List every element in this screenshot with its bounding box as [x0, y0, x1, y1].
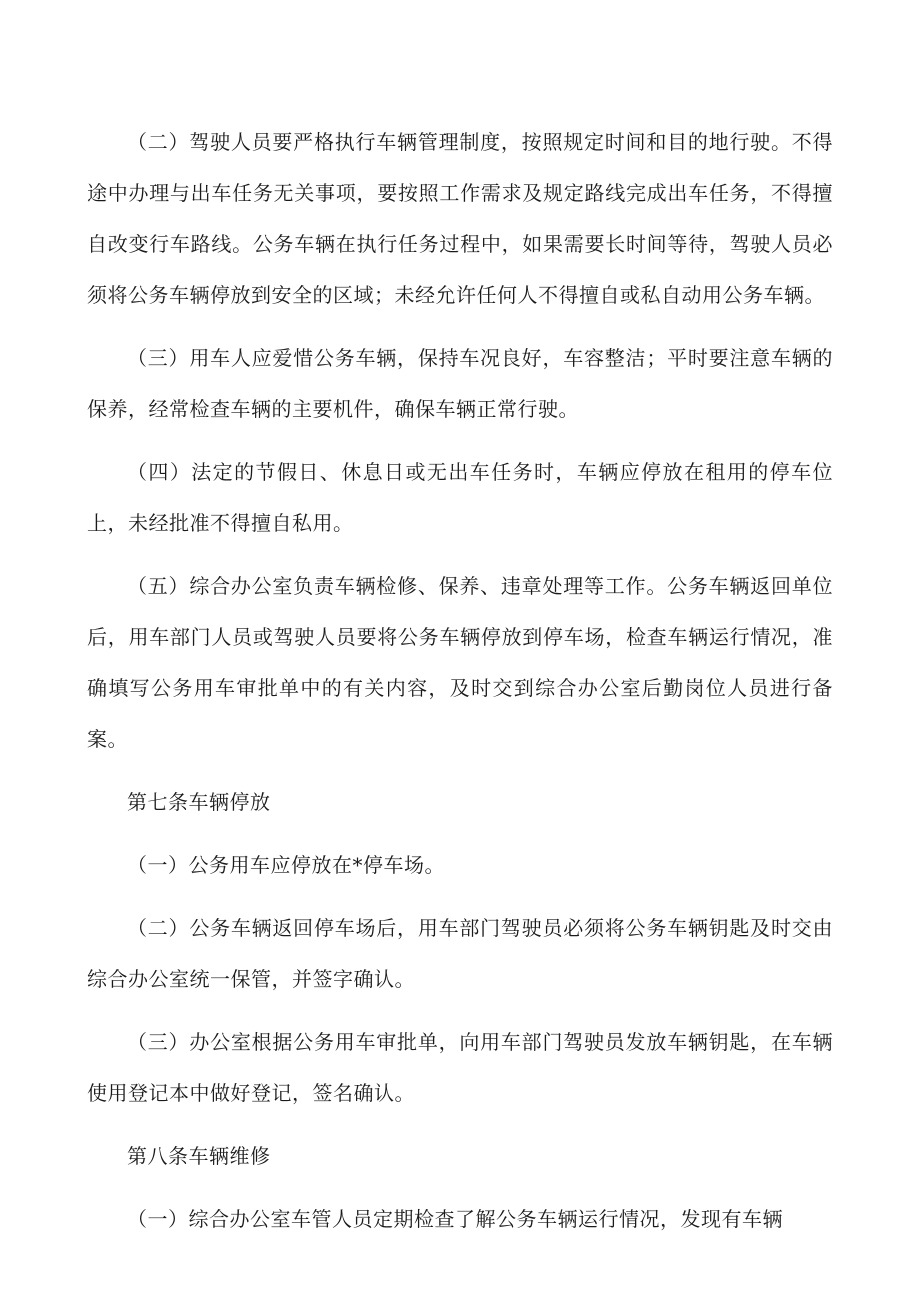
paragraph-key-issue: （三）办公室根据公务用车审批单，向用车部门驾驶员发放车辆钥匙，在车辆使用登记本中做好登记，签名确认。	[87, 1030, 833, 1105]
paragraph-driver-rules: （二）驾驶人员要严格执行车辆管理制度，按照规定时间和目的地行驶。不得途中办理与出车任务无关事项，要按照工作需求及规定路线完成出车任务，不得擅自改变行车路线。公务车辆在执行任务过程中，如果需要长时间等待，驾驶人员必须将公务车辆停放到安全的区域；未经允许任何人不得擅自或私自动用公务车辆。	[87, 130, 833, 307]
paragraph-office-maintenance: （五）综合办公室负责车辆检修、保养、违章处理等工作。公务车辆返回单位后，用车部门人员或驾驶人员要将公务车辆停放到停车场，检查车辆运行情况，准确填写公务用车审批单中的有关内容，及时交到综合办公室后勤岗位人员进行备案。	[87, 574, 833, 751]
document-body	[87, 117, 833, 1257]
paragraph-parking-location: （一）公务用车应停放在*停车场。	[127, 853, 445, 877]
article-8-heading: 第八条车辆维修	[127, 1144, 271, 1168]
article-7-heading: 第七条车辆停放	[127, 790, 271, 814]
paragraph-inspection: （一）综合办公室车管人员定期检查了解公务车辆运行情况，发现有车辆	[127, 1207, 783, 1231]
paragraph-holiday-parking: （四）法定的节假日、休息日或无出车任务时，车辆应停放在租用的停车位上，未经批准不得擅自私用。	[87, 460, 833, 535]
paragraph-vehicle-care: （三）用车人应爱惜公务车辆，保持车况良好，车容整洁；平时要注意车辆的保养，经常检查车辆的主要机件，确保车辆正常行驶。	[87, 346, 833, 421]
paragraph-key-return: （二）公务车辆返回停车场后，用车部门驾驶员必须将公务车辆钥匙及时交由综合办公室统一保管，并签字确认。	[87, 916, 833, 991]
